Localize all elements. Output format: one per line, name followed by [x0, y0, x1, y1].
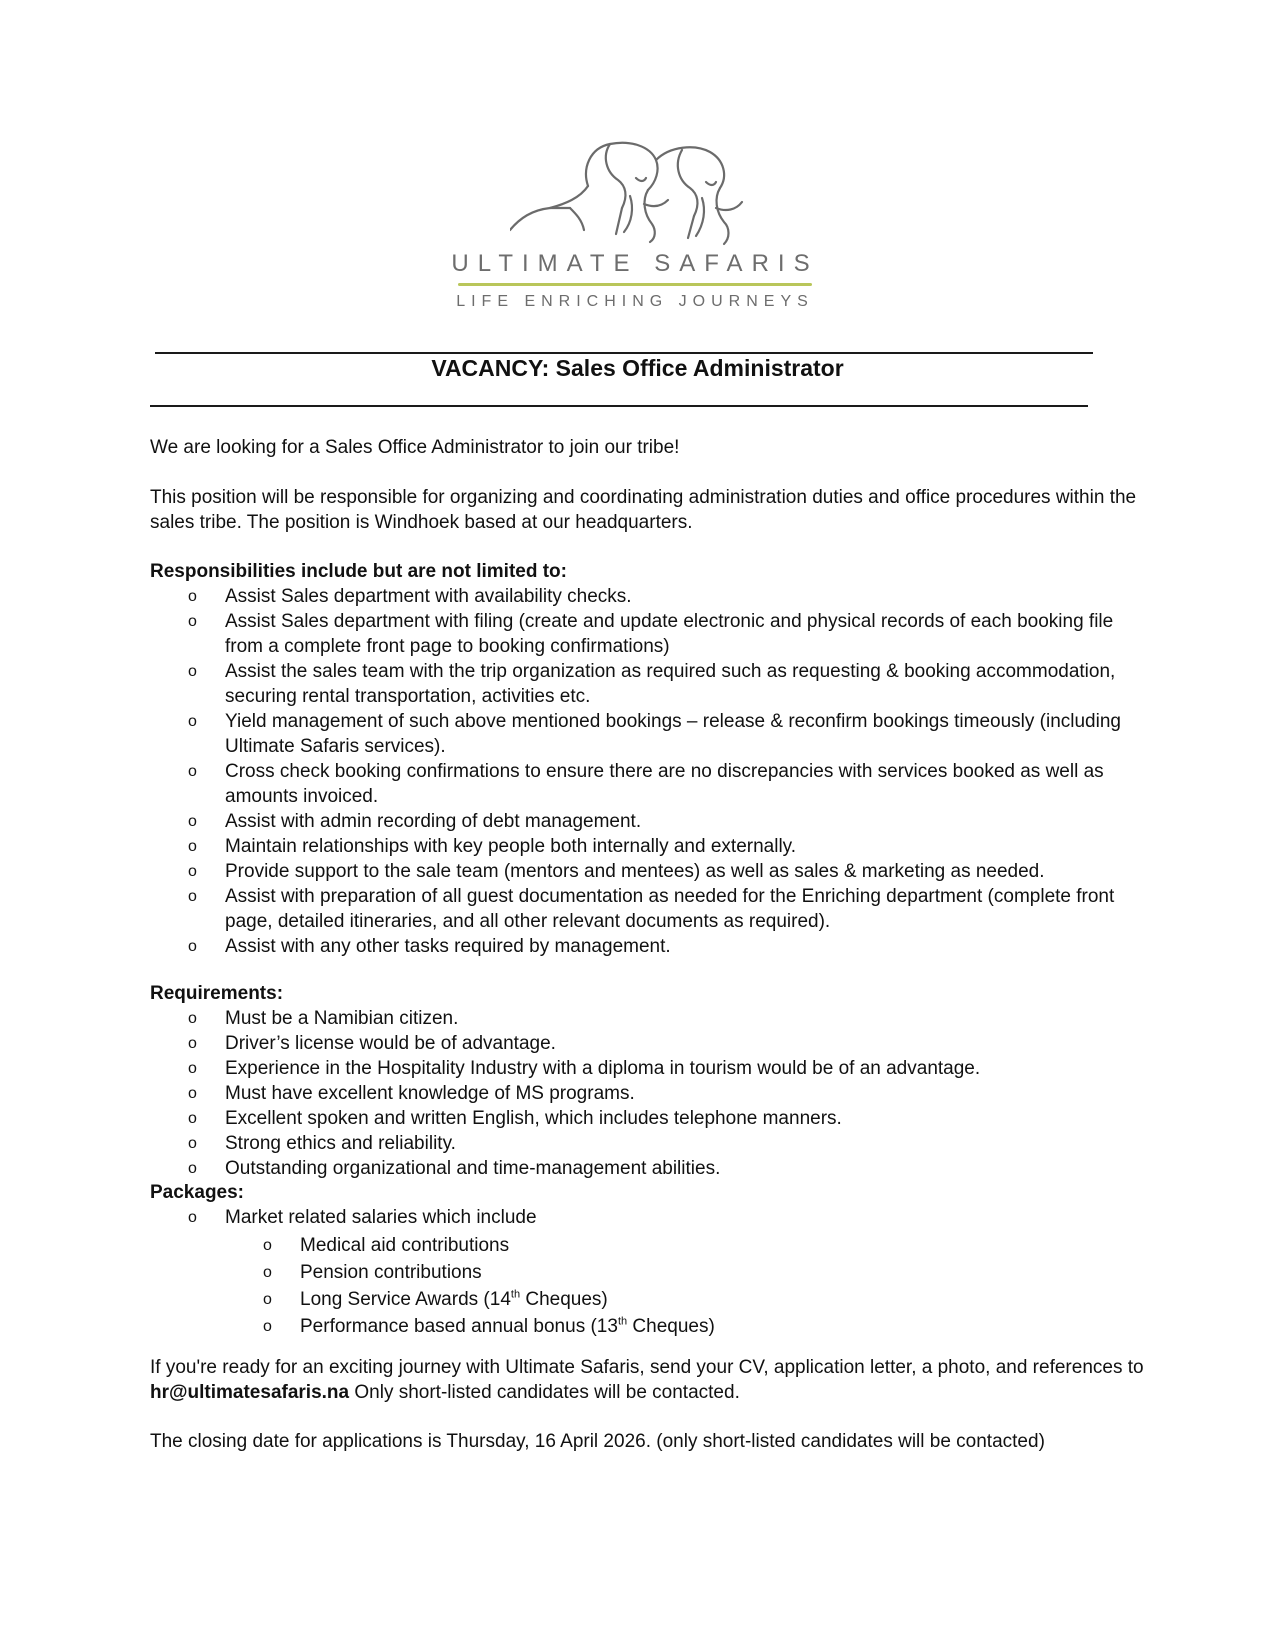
apply-paragraph	[150, 1355, 1150, 1405]
requirements-list	[150, 1006, 1150, 1181]
bullet-icon: o	[188, 613, 197, 630]
bullet-icon: o	[188, 1035, 197, 1052]
list-item	[150, 1056, 1150, 1081]
list-item	[150, 1031, 1150, 1056]
bullet-icon: o	[188, 1085, 197, 1102]
bullet-icon: o	[188, 663, 197, 680]
packages-list	[150, 1205, 1150, 1230]
position-paragraph: This position will be responsible for organizing and coordinating administration duties and office procedures within the sales tribe. The position is Windhoek based at our headquarters.	[150, 487, 1137, 533]
brand-name: ULTIMATE SAFARIS	[451, 250, 819, 277]
bullet-icon: o	[188, 1135, 197, 1152]
list-item-text: Assist with any other tasks required by management.	[225, 936, 671, 957]
performance-bonus-text-end: Cheques)	[627, 1316, 715, 1337]
bullet-icon: o	[263, 1264, 272, 1281]
list-item	[150, 1006, 1150, 1031]
list-item-text: Pension contributions	[300, 1262, 482, 1283]
list-item-text: Cross check booking confirmations to ensure there are no discrepancies with services booked as well as amounts invoiced.	[225, 761, 1104, 807]
list-item	[150, 1156, 1150, 1181]
list-item	[225, 1232, 1125, 1259]
list-item-text: Assist the sales team with the trip organization as required such as requesting & booking accommodation, securing rental transportation, activities etc.	[225, 661, 1116, 707]
long-service-text: Long Service Awards (14	[300, 1289, 511, 1310]
list-item	[150, 584, 1150, 609]
list-item	[150, 859, 1150, 884]
list-item-text: Assist with preparation of all guest documentation as needed for the Enriching department (complete front page, detailed itineraries, and all other relevant documents as required).	[225, 886, 1115, 932]
list-item-text: Outstanding organizational and time-management abilities.	[225, 1158, 721, 1179]
list-item-text: Assist with admin recording of debt management.	[225, 811, 642, 832]
list-item-text: Driver’s license would be of advantage.	[225, 1033, 556, 1054]
bullet-icon: o	[188, 863, 197, 880]
contact-email[interactable]: hr@ultimatesafaris.na	[150, 1382, 350, 1403]
company-logo	[440, 138, 830, 318]
ordinal-suffix: th	[510, 1288, 521, 1301]
bullet-icon: o	[188, 1160, 197, 1177]
list-item	[150, 834, 1150, 859]
packages-sub-list	[225, 1232, 1125, 1340]
list-item	[150, 884, 1150, 934]
list-item-text: Assist Sales department with filing (create and update electronic and physical records of each booking file from a complete front page to booking confirmations)	[225, 611, 1114, 657]
list-item-text: Assist Sales department with availability checks.	[225, 586, 632, 607]
list-item	[150, 934, 1150, 959]
list-item-text: Market related salaries which include	[225, 1207, 537, 1228]
list-item-text: Strong ethics and reliability.	[225, 1133, 456, 1154]
list-item	[150, 1205, 1150, 1230]
bullet-icon: o	[188, 713, 197, 730]
list-item-text: Excellent spoken and written English, which includes telephone manners.	[225, 1108, 842, 1129]
bullet-icon: o	[263, 1237, 272, 1254]
list-item-text: Maintain relationships with key people both internally and externally.	[225, 836, 797, 857]
bullet-icon: o	[263, 1318, 272, 1335]
list-item	[150, 759, 1150, 809]
list-item-text: Medical aid contributions	[300, 1235, 510, 1256]
list-item	[225, 1313, 1125, 1340]
list-item	[225, 1259, 1125, 1286]
list-item	[150, 609, 1150, 659]
long-service-text-end: Cheques)	[520, 1289, 608, 1310]
list-item-text: Provide support to the sale team (mentors and mentees) as well as sales & marketing as needed.	[225, 861, 1045, 882]
list-item	[150, 809, 1150, 834]
elephants-icon	[510, 138, 760, 248]
bullet-icon: o	[263, 1291, 272, 1308]
bullet-icon: o	[188, 1060, 197, 1077]
list-item	[150, 659, 1150, 709]
list-item	[150, 1081, 1150, 1106]
list-item-text	[300, 1316, 715, 1337]
list-item	[150, 709, 1150, 759]
bullet-icon: o	[188, 1209, 197, 1226]
requirements-heading: Requirements:	[150, 983, 284, 1004]
list-item	[150, 1131, 1150, 1156]
page-title: VACANCY: Sales Office Administrator	[431, 355, 844, 381]
responsibilities-heading: Responsibilities include but are not limited to:	[150, 561, 567, 582]
responsibilities-list	[150, 584, 1150, 959]
bullet-icon: o	[188, 838, 197, 855]
packages-heading: Packages:	[150, 1182, 245, 1203]
ordinal-suffix: th	[617, 1315, 628, 1328]
intro-paragraph: We are looking for a Sales Office Administrator to join our tribe!	[150, 437, 680, 458]
bullet-icon: o	[188, 813, 197, 830]
list-item	[225, 1286, 1125, 1313]
brand-accent-rule	[458, 283, 812, 286]
list-item	[150, 1106, 1150, 1131]
bullet-icon: o	[188, 588, 197, 605]
closing-date-paragraph: The closing date for applications is Thursday, 16 April 2026. (only short-listed candidates will be contacted)	[150, 1431, 1045, 1452]
bullet-icon: o	[188, 1110, 197, 1127]
title-rule-top	[155, 352, 1093, 354]
list-item-text	[300, 1289, 608, 1310]
apply-note: Only short-listed candidates will be contacted.	[349, 1382, 740, 1403]
brand-tagline: LIFE ENRICHING JOURNEYS	[456, 293, 814, 310]
list-item-text: Yield management of such above mentioned bookings – release & reconfirm bookings timeously (including Ultimate Safaris services).	[225, 711, 1121, 757]
apply-text: If you're ready for an exciting journey with Ultimate Safaris, send your CV, application letter, a photo, and references to	[150, 1357, 1144, 1378]
list-item-text: Must be a Namibian citizen.	[225, 1008, 459, 1029]
list-item-text: Experience in the Hospitality Industry with a diploma in tourism would be of an advantage.	[225, 1058, 981, 1079]
performance-bonus-text: Performance based annual bonus (13	[300, 1316, 618, 1337]
bullet-icon: o	[188, 888, 197, 905]
title-rule-bottom	[150, 405, 1088, 407]
list-item-text: Must have excellent knowledge of MS programs.	[225, 1083, 635, 1104]
bullet-icon: o	[188, 763, 197, 780]
bullet-icon: o	[188, 938, 197, 955]
bullet-icon: o	[188, 1010, 197, 1027]
